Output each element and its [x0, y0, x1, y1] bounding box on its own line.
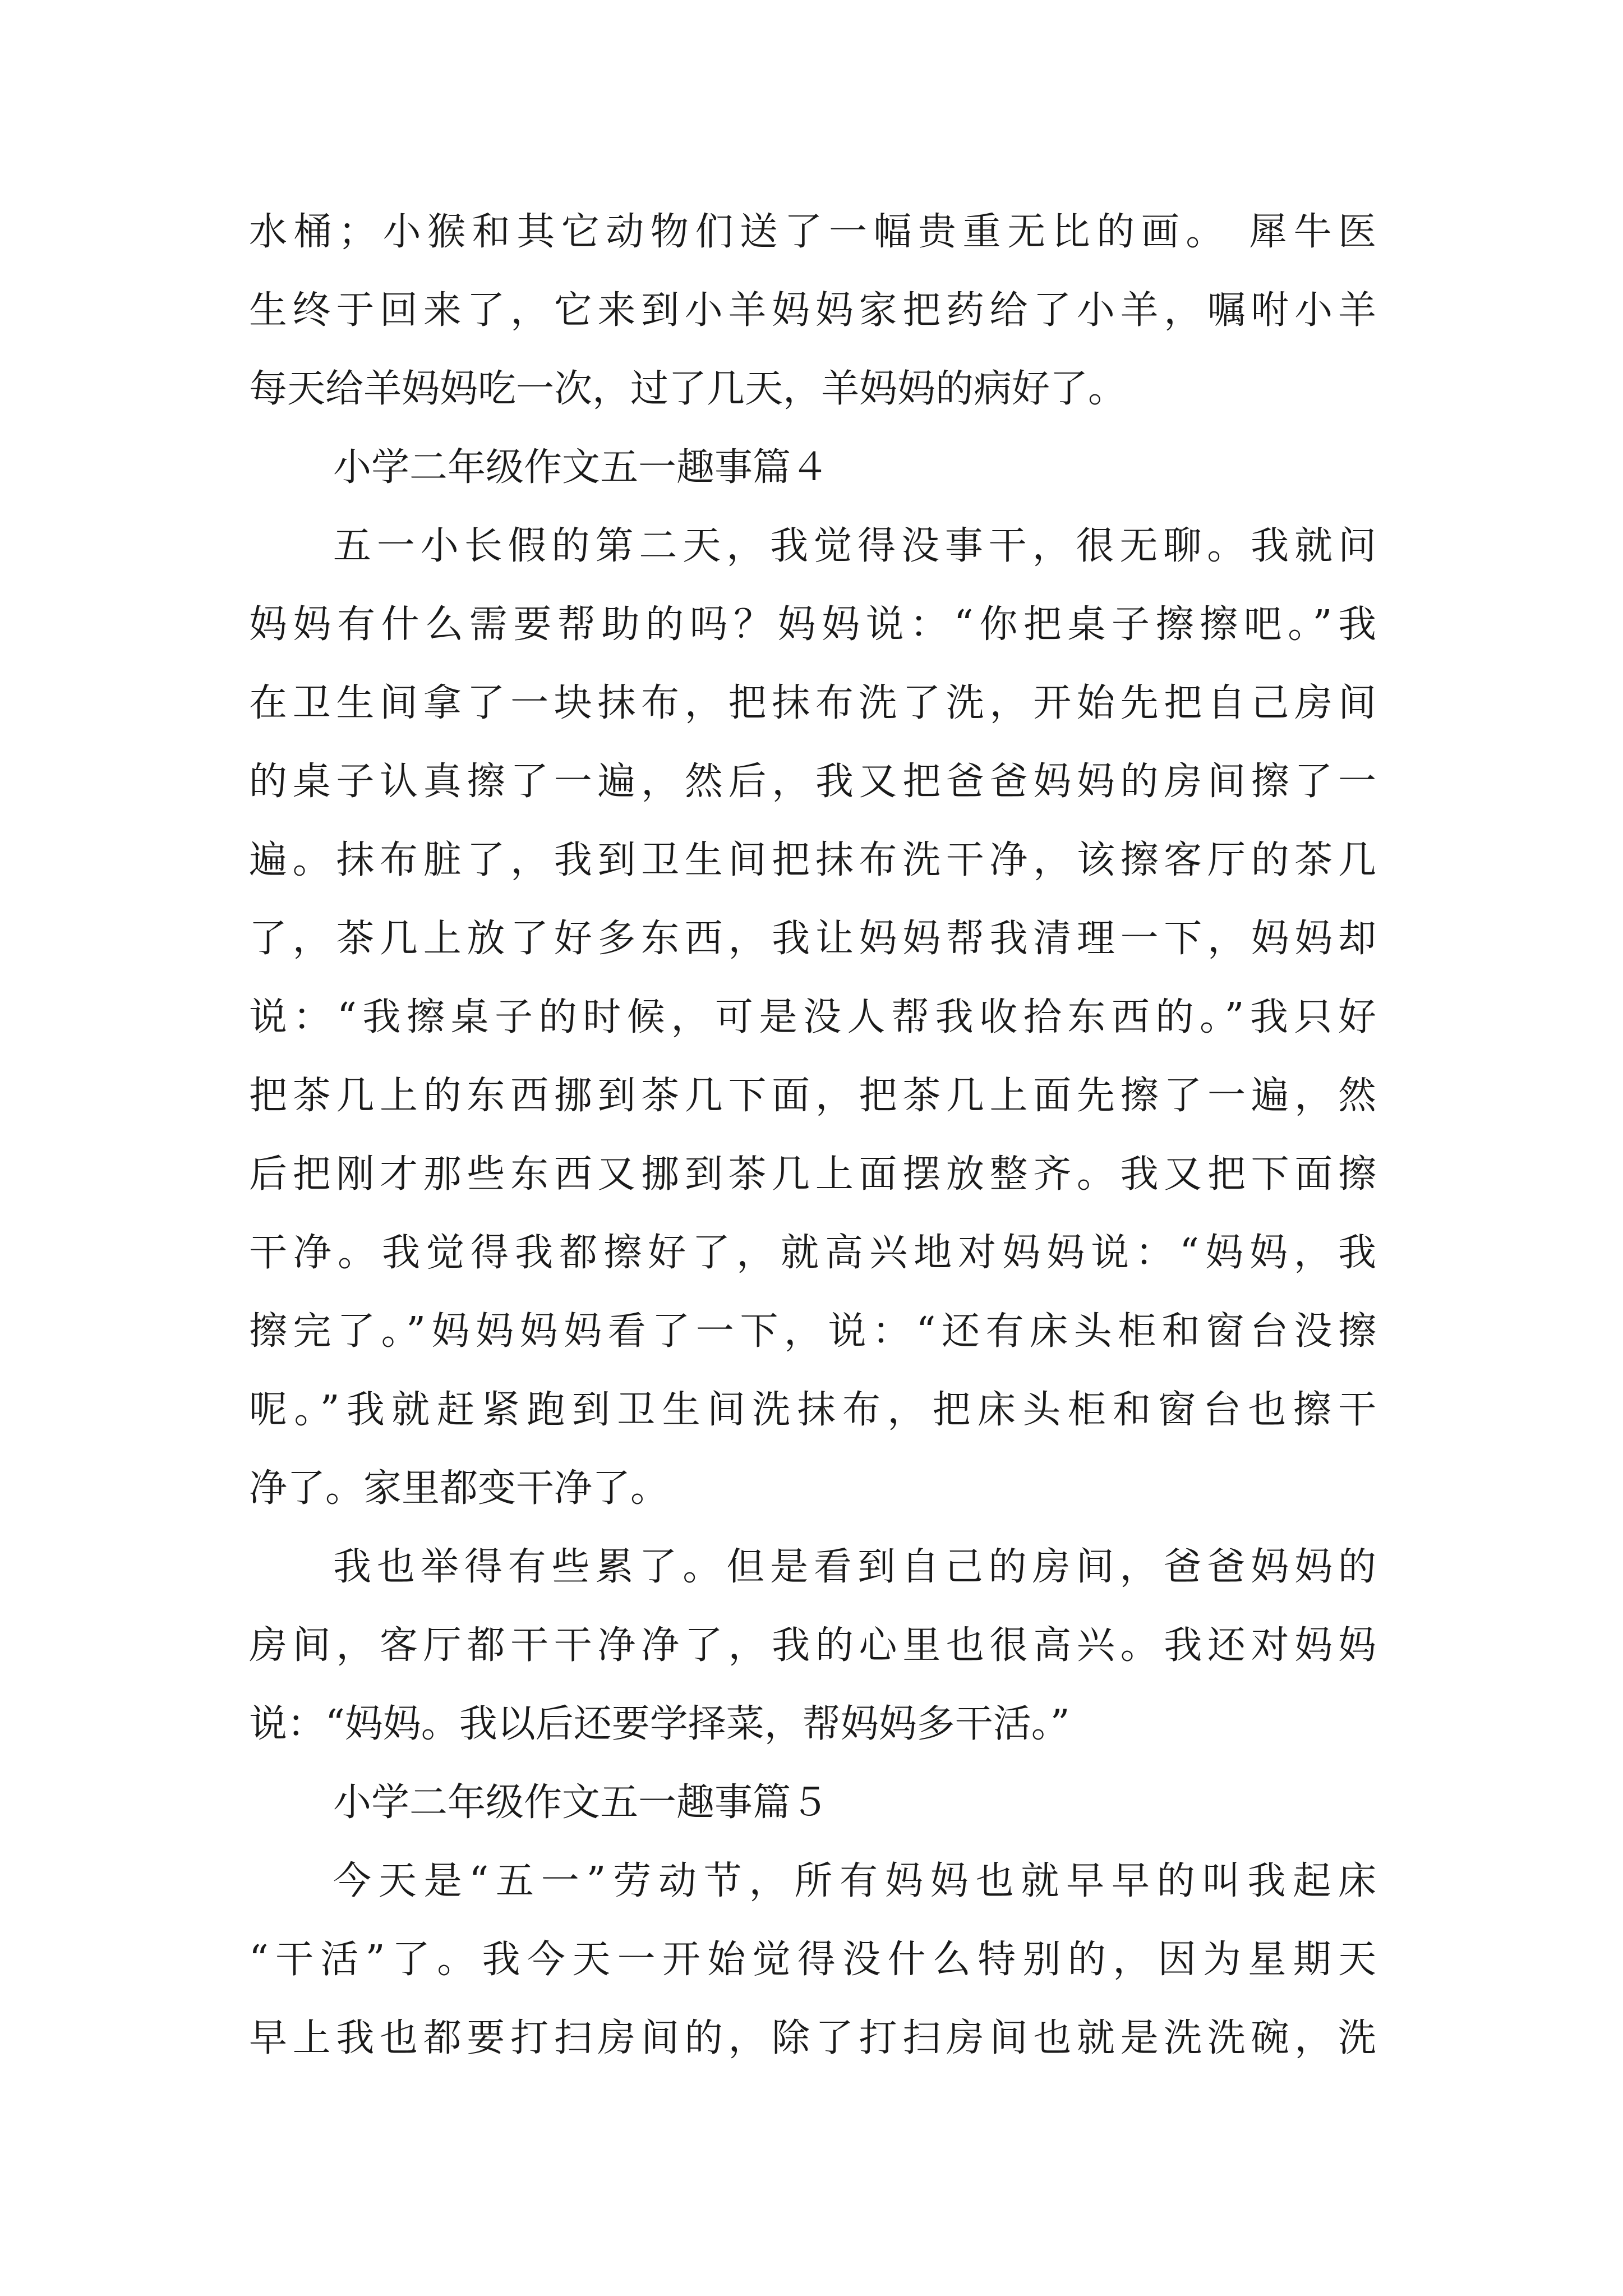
text-line: 妈妈有什么需要帮助的吗？妈妈说：“你把桌子擦擦吧。”我: [249, 602, 1376, 647]
text-line: 遍。抹布脏了，我到卫生间把抹布洗干净，该擦客厅的茶几: [249, 838, 1376, 882]
section-heading: 小学二年级作文五一趣事篇４: [333, 445, 829, 490]
section-heading: 小学二年级作文五一趣事篇５: [333, 1780, 829, 1825]
text-line: 我也举得有些累了。但是看到自己的房间，爸爸妈妈的: [333, 1545, 1376, 1589]
text-line: 干净。我觉得我都擦好了，就高兴地对妈妈说：“妈妈，我: [249, 1231, 1376, 1275]
text-line: 把茶几上的东西挪到茶几下面，把茶几上面先擦了一遍，然: [249, 1074, 1376, 1118]
text-line: 早上我也都要打扫房间的，除了打扫房间也就是洗洗碗，洗: [249, 2016, 1376, 2060]
text-line: 说：“我擦桌子的时候，可是没人帮我收拾东西的。”我只好: [249, 995, 1376, 1039]
text-line: 的桌子认真擦了一遍，然后，我又把爸爸妈妈的房间擦了一: [249, 760, 1376, 804]
text-line: 在卫生间拿了一块抹布，把抹布洗了洗，开始先把自己房间: [249, 681, 1376, 725]
text-line: 呢。”我就赶紧跑到卫生间洗抹布，把床头柜和窗台也擦干: [249, 1388, 1376, 1432]
text-line: 今天是“五一”劳动节，所有妈妈也就早早的叫我起床: [333, 1859, 1376, 1903]
text-line: 五一小长假的第二天，我觉得没事干，很无聊。我就问: [333, 524, 1376, 568]
text-line: 生终于回来了，它来到小羊妈妈家把药给了小羊，嘱咐小羊: [249, 288, 1376, 333]
text-line: 每天给羊妈妈吃一次，过了几天，羊妈妈的病好了。: [249, 367, 1127, 411]
text-line: 净了。家里都变干净了。: [249, 1466, 669, 1511]
text-line: “干活”了。我今天一开始觉得没什么特别的，因为星期天: [249, 1938, 1376, 1982]
text-line: 说：“妈妈。我以后还要学择菜，帮妈妈多干活。”: [249, 1702, 1070, 1746]
text-line: 房间，客厅都干干净净了，我的心里也很高兴。我还对妈妈: [249, 1623, 1376, 1668]
text-line: 擦完了。”妈妈妈妈看了一下，说：“还有床头柜和窗台没擦: [249, 1309, 1376, 1354]
text-line: 水桶；小猴和其它动物们送了一幅贵重无比的画。 犀牛医: [249, 210, 1376, 254]
text-line: 了，茶几上放了好多东西，我让妈妈帮我清理一下，妈妈却: [249, 917, 1376, 961]
text-line: 后把刚才那些东西又挪到茶几上面摆放整齐。我又把下面擦: [249, 1152, 1376, 1197]
body-text: [249, 193, 1376, 2078]
